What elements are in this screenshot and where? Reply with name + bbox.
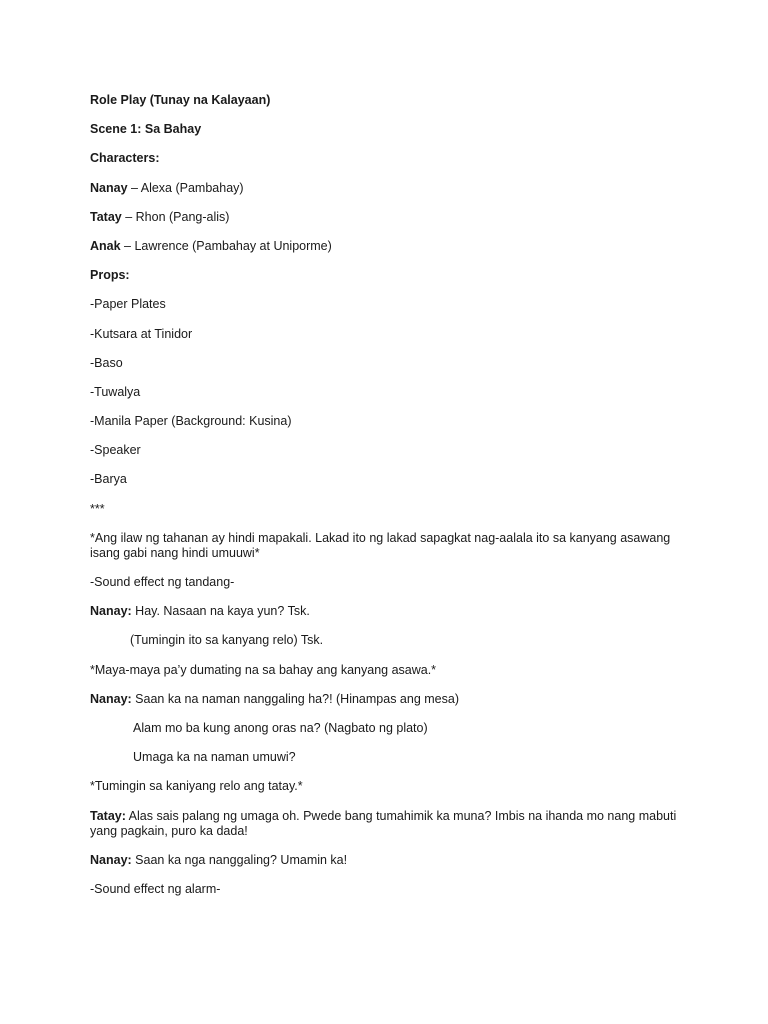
character-role: Tatay: [90, 209, 122, 224]
speaker-name: Tatay:: [90, 808, 126, 823]
speaker-name: Nanay:: [90, 604, 132, 619]
prop-item: -Paper Plates: [90, 297, 166, 312]
stage-direction: *Ang ilaw ng tahanan ay hindi mapakali. Lakad ito ng lakad sapagkat nag-aalala ito sa kanyang asawang isang gabi nang hindi umuuwi*: [90, 530, 671, 560]
stage-direction: *Tumingin sa kaniyang relo ang tatay.*: [90, 779, 303, 794]
character-role: Nanay: [90, 180, 128, 195]
prop-item: -Tuwalya: [90, 384, 141, 399]
dialogue-text: Hay. Nasaan na kaya yun? Tsk.: [131, 604, 310, 619]
dialogue-text: Alas sais palang ng umaga oh. Pwede bang tumahimik ka muna? Imbis na ihanda mo nang mabuti yang pagkain, puro ka dada!: [90, 808, 677, 838]
document-title: Role Play (Tunay na Kalayaan): [90, 93, 271, 107]
dialogue-text: Saan ka nga nanggaling? Umamin ka!: [131, 852, 348, 867]
scene-heading: Scene 1: Sa Bahay: [90, 122, 202, 137]
prop-item: -Barya: [90, 472, 127, 487]
stage-direction: *Maya-maya pa’y dumating na sa bahay ang kanyang asawa.*: [90, 662, 437, 677]
character-desc: – Lawrence (Pambahay at Uniporme): [120, 238, 332, 253]
props-heading: Props:: [90, 268, 130, 283]
speaker-name: Nanay:: [90, 691, 132, 706]
dialogue-continuation: Umaga ka na naman umuwi?: [133, 750, 296, 765]
prop-item: -Kutsara at Tinidor: [90, 326, 193, 341]
speaker-name: Nanay:: [90, 852, 132, 867]
prop-item: -Speaker: [90, 443, 141, 458]
sound-cue: -Sound effect ng tandang-: [90, 575, 235, 589]
section-separator: ***: [90, 501, 105, 516]
dialogue-line: [90, 604, 690, 619]
dialogue-continuation: Alam mo ba kung anong oras na? (Nagbato ng plato): [133, 720, 428, 735]
dialogue-continuation: (Tumingin ito sa kanyang relo) Tsk.: [130, 633, 324, 648]
character-desc: – Rhon (Pang-alis): [121, 209, 230, 224]
character-entry: [90, 210, 690, 225]
character-role: Anak: [90, 238, 121, 253]
sound-cue: -Sound effect ng alarm-: [90, 881, 221, 896]
characters-heading: Characters:: [90, 151, 160, 166]
dialogue-line: [90, 809, 678, 839]
character-desc: – Alexa (Pambahay): [127, 180, 244, 195]
prop-item: -Manila Paper (Background: Kusina): [90, 414, 292, 429]
character-entry: [90, 239, 690, 254]
dialogue-line: [90, 692, 690, 707]
character-entry: [90, 181, 690, 196]
dialogue-text: Saan ka na naman nanggaling ha?! (Hinampas ang mesa): [131, 691, 459, 706]
dialogue-line: [90, 853, 690, 868]
document-page: [90, 93, 690, 911]
prop-item: -Baso: [90, 355, 123, 370]
